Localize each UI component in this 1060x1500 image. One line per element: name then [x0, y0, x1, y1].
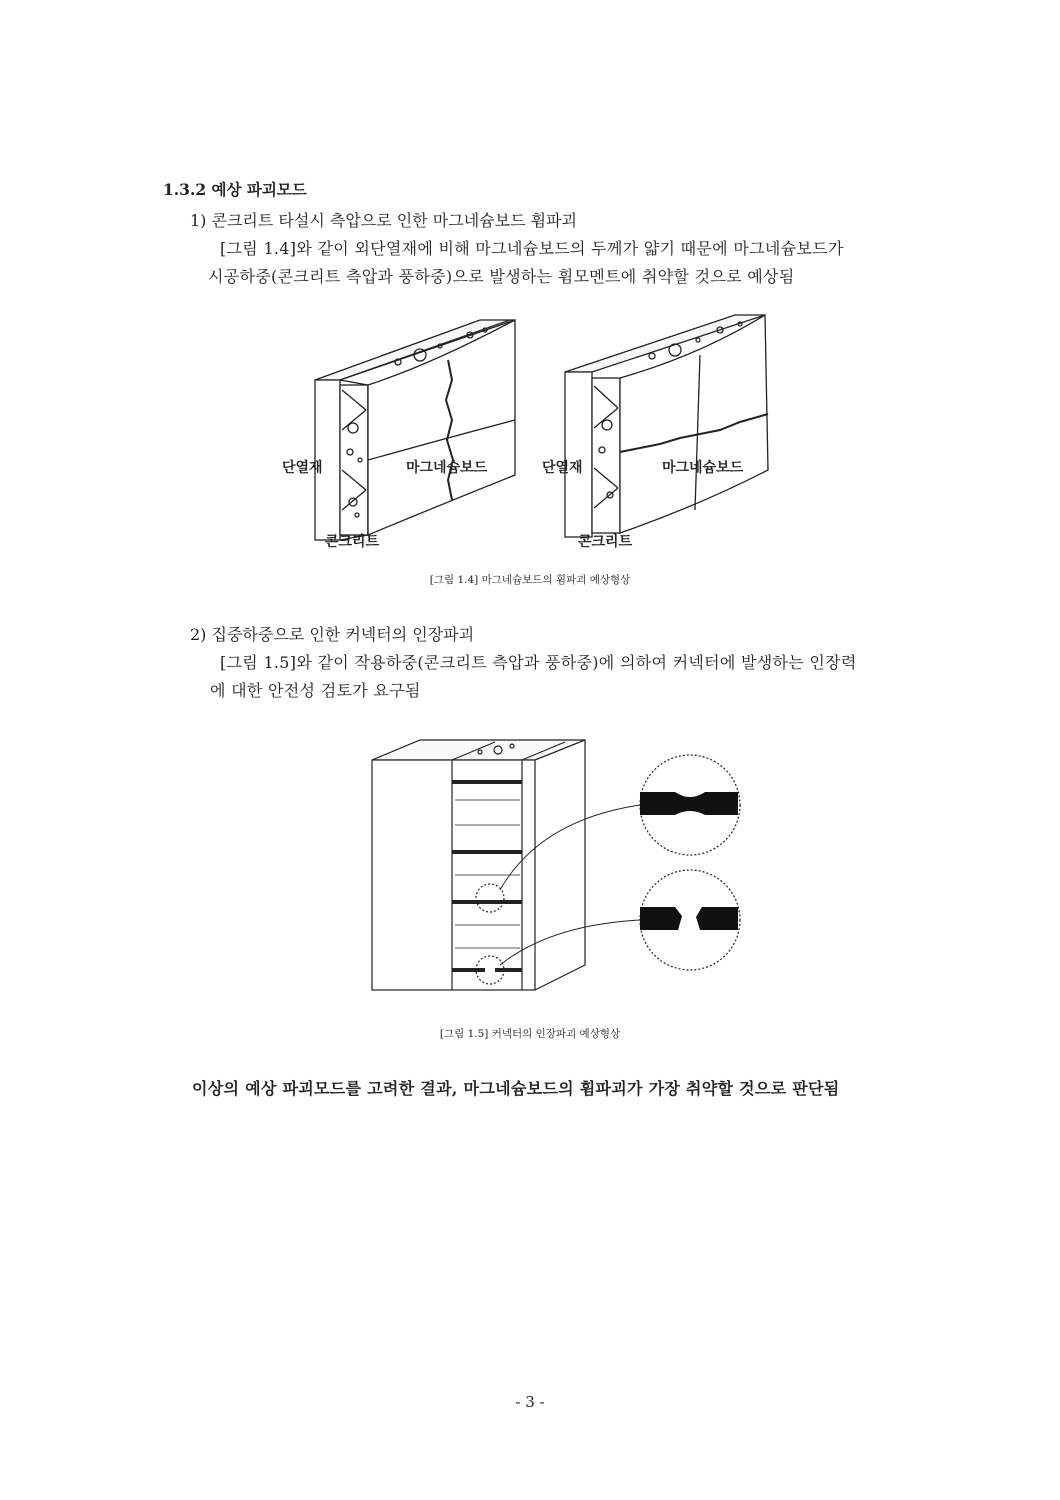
figure-1-5: [360, 730, 740, 1000]
figure-1-4-right-panel: [565, 315, 768, 537]
page-number: - 3 -: [515, 1393, 545, 1411]
item1-title: 1) 콘크리트 타설시 측압으로 인한 마그네슘보드 휨파괴: [190, 211, 577, 230]
fig1-left-label-concrete: 콘크리트: [325, 534, 380, 550]
item2-line1: [그림 1.5]와 같이 작용하중(콘크리트 측압과 풍하중)에 의하여 커넥터에 발생하는 인장력: [220, 653, 857, 672]
fig1-right-label-concrete: 콘크리트: [578, 534, 633, 550]
fig1-right-label-board: 마그네슘보드: [662, 460, 744, 476]
item1-line1: [그림 1.4]와 같이 외단열재에 비해 마그네슘보드의 두께가 얇기 때문에 마그네슘보드가: [220, 239, 844, 258]
item1-line2: 시공하중(콘크리트 측압과 풍하중)으로 발생하는 휨모멘트에 취약할 것으로 예상됨: [208, 267, 795, 286]
connector-necking-detail: [640, 792, 738, 815]
section-heading: 1.3.2 예상 파괴모드: [163, 180, 307, 199]
fig1-left-label-insulation: 단열재: [282, 460, 323, 476]
figure-1-5-caption: [그림 1.5] 커넥터의 인장파괴 예상형상: [439, 1028, 621, 1040]
figure-1-4: [280, 310, 780, 570]
connector-fracture-detail: [640, 907, 682, 930]
conclusion-text: 이상의 예상 파괴모드를 고려한 결과, 마그네슘보드의 휨파괴가 가장 취약할 것으로 판단됨: [192, 1079, 840, 1098]
figure-1-4-caption: [그림 1.4] 마그네슘보드의 휨파괴 예상형상: [429, 574, 631, 586]
figure-1-4-left-panel: [315, 320, 515, 540]
fig1-right-label-insulation: 단열재: [542, 460, 583, 476]
item2-title: 2) 집중하중으로 인한 커넥터의 인장파괴: [190, 625, 475, 644]
item2-line2: 에 대한 안전성 검토가 요구됨: [210, 681, 421, 700]
fig1-left-label-board: 마그네슘보드: [406, 460, 488, 476]
